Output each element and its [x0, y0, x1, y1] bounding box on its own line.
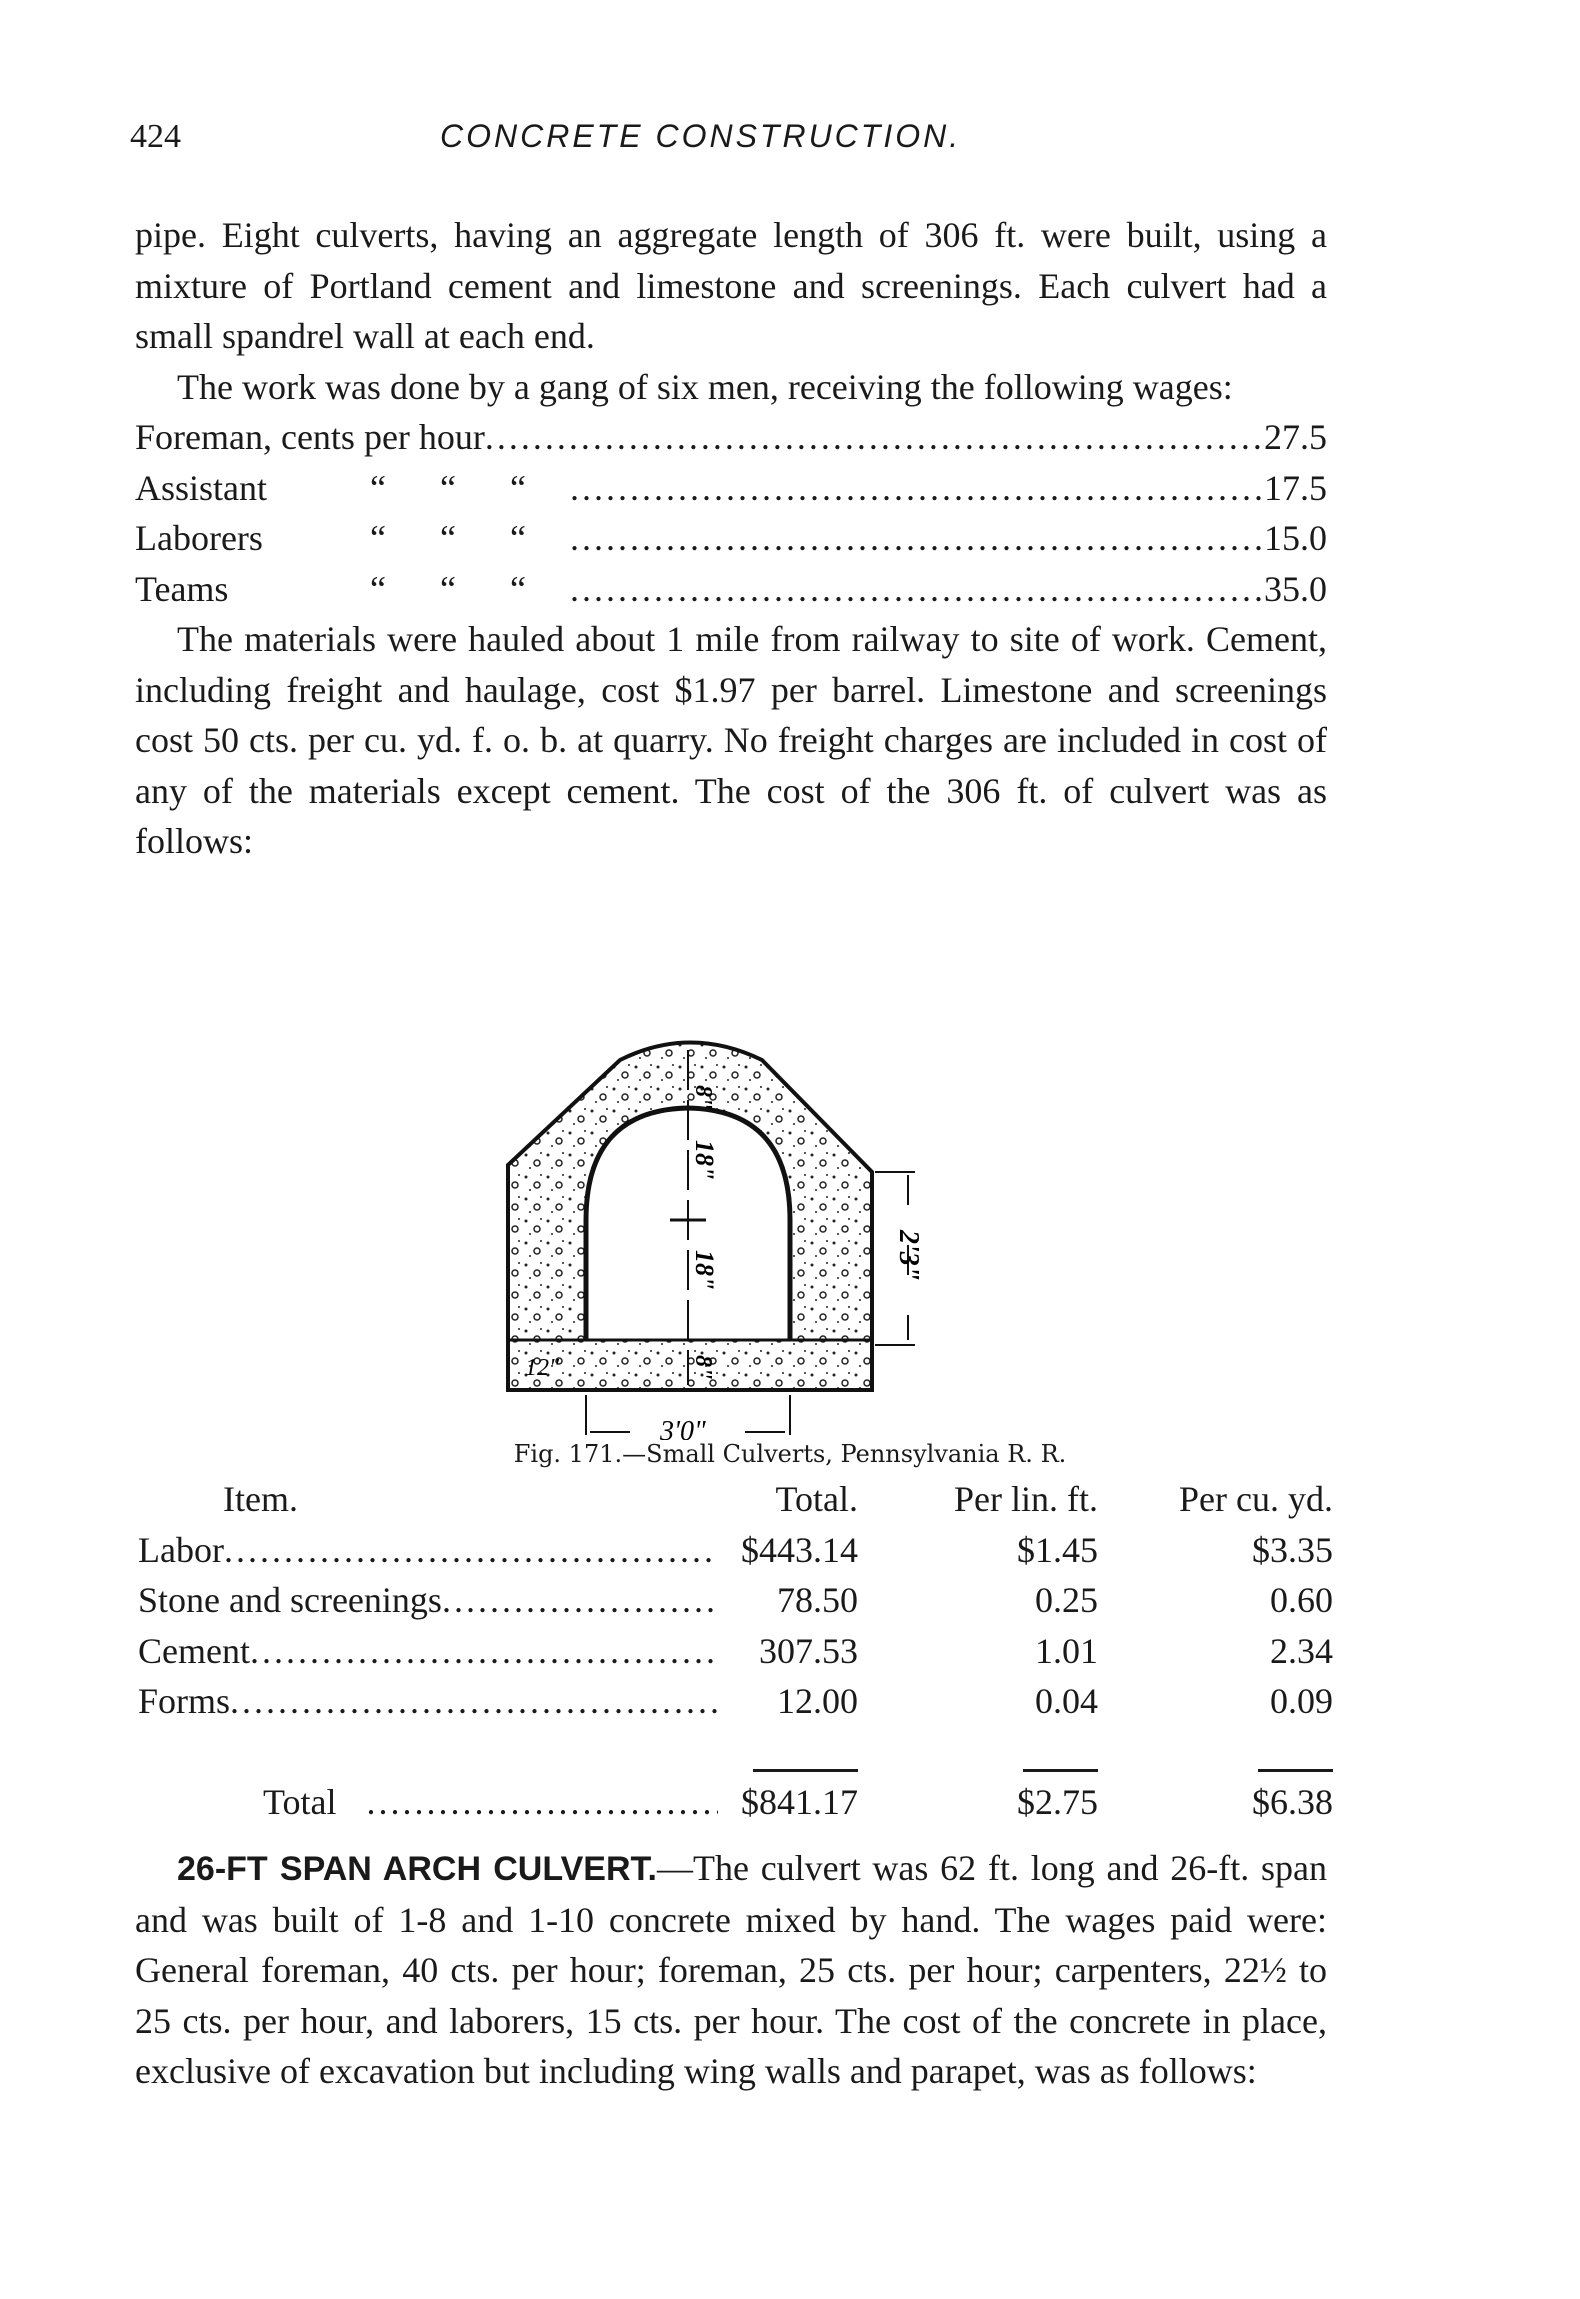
item-cell: Stone and screenings [138, 1580, 442, 1620]
item-cell: Labor [138, 1529, 224, 1570]
wage-label: Teams [135, 568, 229, 609]
floor-thickness-label: 8" [690, 1355, 716, 1381]
total-cell: 78.50 [777, 1580, 858, 1620]
ditto-marks: “ “ “ [370, 568, 526, 609]
paragraph: pipe. Eight culverts, having an aggregate length of 306 ft. were built, using a mixture of Portland cement and limestone and screenings. Each culvert had a small spandrel wall at each end. [135, 215, 1327, 356]
total-cell: 307.53 [759, 1630, 858, 1671]
item-cell: Forms [138, 1681, 231, 1721]
column-header: Item. [223, 1479, 298, 1519]
table-row [138, 1529, 1333, 1580]
dot-leader [250, 1630, 718, 1672]
column-header: Per cu. yd. [1179, 1479, 1333, 1519]
ditto-marks: “ “ “ [370, 518, 526, 558]
dot-leader [224, 1529, 718, 1571]
wage-row [135, 513, 1327, 564]
per-cu-yd-cell: $3.35 [1252, 1529, 1333, 1570]
radius-label: 18" [690, 1140, 719, 1181]
wage-label: Foreman, cents per hour [135, 417, 485, 457]
ditto-marks: “ “ “ [370, 467, 526, 508]
dot-leader [366, 1781, 718, 1823]
wages-list [135, 412, 1327, 614]
lower-text [135, 1843, 1327, 2097]
per-cu-yd-cell: 0.60 [1270, 1580, 1333, 1620]
crown-thickness-label: 8" [690, 1085, 716, 1111]
dot-leader [570, 513, 1264, 564]
paragraph: The work was done by a gang of six men, receiving the following wages: [177, 366, 1233, 407]
table-row [138, 1680, 1333, 1731]
wage-value: 17.5 [1264, 467, 1327, 508]
dot-leader [570, 463, 1264, 514]
wage-row [135, 564, 1327, 615]
table-row [138, 1579, 1333, 1630]
wage-row [135, 463, 1327, 514]
dot-leader [485, 412, 1264, 463]
per-cu-yd-cell: $6.38 [1252, 1781, 1333, 1822]
per-lin-ft-cell: 0.25 [1035, 1580, 1098, 1620]
figure-caption: Fig. 171.—Small Culverts, Pennsylvania R. R. [513, 1440, 1067, 1468]
wage-value: 15.0 [1264, 518, 1327, 558]
total-cell: 12.00 [777, 1681, 858, 1721]
cost-table [138, 1478, 1333, 1831]
table-header-row [138, 1478, 1333, 1529]
wage-label: Assistant [135, 467, 268, 508]
per-cu-yd-cell: 2.34 [1270, 1630, 1333, 1671]
dot-leader [230, 1680, 718, 1722]
running-title: CONCRETE CONSTRUCTION. [440, 118, 962, 154]
page-header [130, 118, 1330, 168]
per-lin-ft-cell: 1.01 [1035, 1630, 1098, 1671]
radius-label: 18" [690, 1250, 719, 1291]
culvert-cross-section-figure [500, 1040, 940, 1440]
column-header: Total. [775, 1479, 858, 1519]
wage-label: Laborers [135, 518, 263, 558]
divider [753, 1769, 858, 1772]
page-number: 424 [130, 118, 181, 155]
per-cu-yd-cell: 0.09 [1270, 1681, 1333, 1721]
wage-value: 35.0 [1264, 568, 1327, 609]
divider [1023, 1769, 1098, 1772]
item-cell: Cement [138, 1630, 250, 1671]
span-label: 3'0" [660, 1416, 706, 1440]
per-lin-ft-cell: 0.04 [1035, 1681, 1098, 1721]
wall-thickness-label: 12" [525, 1355, 560, 1381]
divider [1258, 1769, 1333, 1772]
section-heading: 26-FT SPAN ARCH CULVERT. [177, 1850, 657, 1888]
paragraph-body: —The culvert was 62 ft. long and 26-ft. span and was built of 1-8 and 1-10 concrete mixed by hand. The wages paid were: General foreman, 40 cts. per hour; foreman, 25 cts. per hour; carpenters, 22½ to 25 cts. per hour, and laborers, 15 cts. per hour. The cost of the concrete in place, exclusive of excavation but including wing walls and parapet, was as follows: [135, 1848, 1327, 2091]
total-cell: $443.14 [741, 1529, 858, 1570]
wage-row [135, 412, 1327, 463]
height-label: 2'3" [893, 1230, 924, 1282]
dot-leader [570, 564, 1264, 615]
sum-rules [138, 1731, 1333, 1781]
paragraph: The materials were hauled about 1 mile from railway to site of work. Cement, including freight and haulage, cost $1.97 per barrel. Limestone and screenings cost 50 cts. per cu. yd. f. o. b. at quarry. No freight charges are included in cost of any of the materials except cement. The cost of the 306 ft. of culvert was as follows: [135, 619, 1327, 861]
wage-value: 27.5 [1264, 417, 1327, 457]
column-header: Per lin. ft. [954, 1479, 1098, 1519]
total-label: Total [263, 1781, 337, 1822]
paragraph [135, 1843, 1327, 2097]
per-lin-ft-cell: $2.75 [1017, 1781, 1098, 1822]
upper-text [135, 210, 1327, 867]
table-total-row [138, 1781, 1333, 1832]
per-lin-ft-cell: $1.45 [1017, 1529, 1098, 1570]
total-cell: $841.17 [741, 1781, 858, 1822]
dot-leader [442, 1579, 718, 1621]
table-row [138, 1630, 1333, 1681]
